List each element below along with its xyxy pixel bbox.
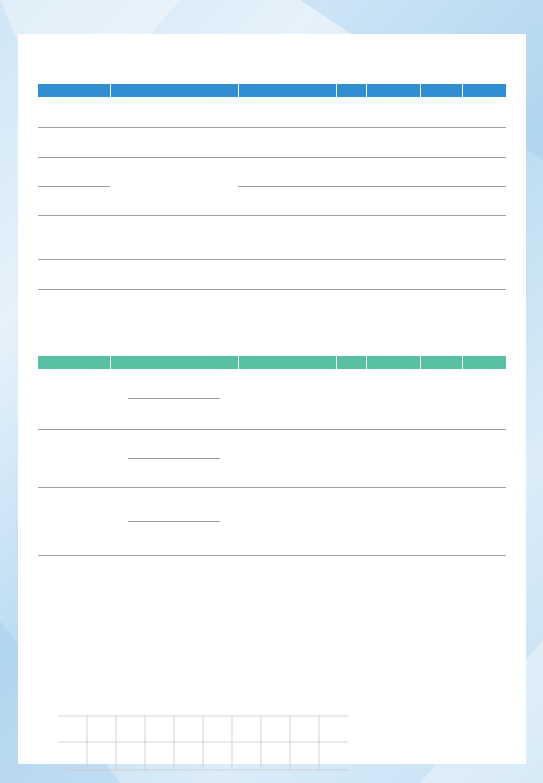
teacher-cell [110,487,238,555]
teacher-cell [110,215,238,259]
capacity [336,97,366,127]
header-teacher [110,356,238,369]
course-name [38,429,110,487]
table-row [38,157,506,186]
capacity [336,487,366,555]
note [462,127,506,157]
course-name [38,97,110,127]
course-name [38,259,110,289]
table-row [38,215,506,259]
teacher-cell [110,369,238,429]
header-capacity [336,356,366,369]
schedule [238,186,336,215]
course-name [38,369,110,429]
place [366,215,420,259]
header-note [462,356,506,369]
teacher-cell [110,97,238,127]
schedule [238,487,336,555]
course-name [38,487,110,555]
place [366,127,420,157]
header-fee [420,84,462,97]
practical-academy-table [38,356,506,556]
teacher-cell [110,127,238,157]
teacher-cell [110,259,238,289]
capacity [336,429,366,487]
capacity [336,369,366,429]
document-page [18,34,526,764]
fee [420,157,462,186]
note [462,259,506,289]
header-course [38,84,110,97]
fee [420,127,462,157]
note [462,215,506,259]
course-name [38,186,110,215]
schedule [238,259,336,289]
place [366,97,420,127]
note [462,97,506,127]
place [366,487,420,555]
header-course [38,356,110,369]
table-row [38,186,506,215]
divider [128,458,220,459]
divider [128,521,220,522]
header-fee [420,356,462,369]
capacity [336,186,366,215]
table-row [38,429,506,487]
table-row [38,127,506,157]
place [366,259,420,289]
fee [420,215,462,259]
table-row [38,97,506,127]
header-capacity [336,84,366,97]
teacher-cell [110,157,238,215]
fee [420,259,462,289]
header-schedule [238,84,336,97]
schedule [238,429,336,487]
header-teacher [110,84,238,97]
fee [420,487,462,555]
logo-graphic [58,714,348,772]
schedule [238,127,336,157]
schedule [238,215,336,259]
table-row [38,487,506,555]
table-header-row [38,84,506,97]
header-note [462,84,506,97]
note [462,157,506,186]
header-place [366,356,420,369]
schedule [238,97,336,127]
art-academy-logo [58,714,348,776]
place [366,369,420,429]
capacity [336,259,366,289]
capacity [336,127,366,157]
table-header-row [38,356,506,369]
fee [420,97,462,127]
header-schedule [238,356,336,369]
course-name [38,157,110,186]
note [462,487,506,555]
note [462,186,506,215]
fee [420,186,462,215]
schedule [238,157,336,186]
place [366,429,420,487]
traditional-academy-table [38,84,506,290]
course-name [38,215,110,259]
note [462,369,506,429]
table-row [38,369,506,429]
place [366,157,420,186]
header-place [366,84,420,97]
note [462,429,506,487]
schedule [238,369,336,429]
table-row [38,259,506,289]
divider [128,398,220,399]
course-name [38,127,110,157]
fee [420,429,462,487]
capacity [336,215,366,259]
place [366,186,420,215]
teacher-cell [110,429,238,487]
capacity [336,157,366,186]
fee [420,369,462,429]
